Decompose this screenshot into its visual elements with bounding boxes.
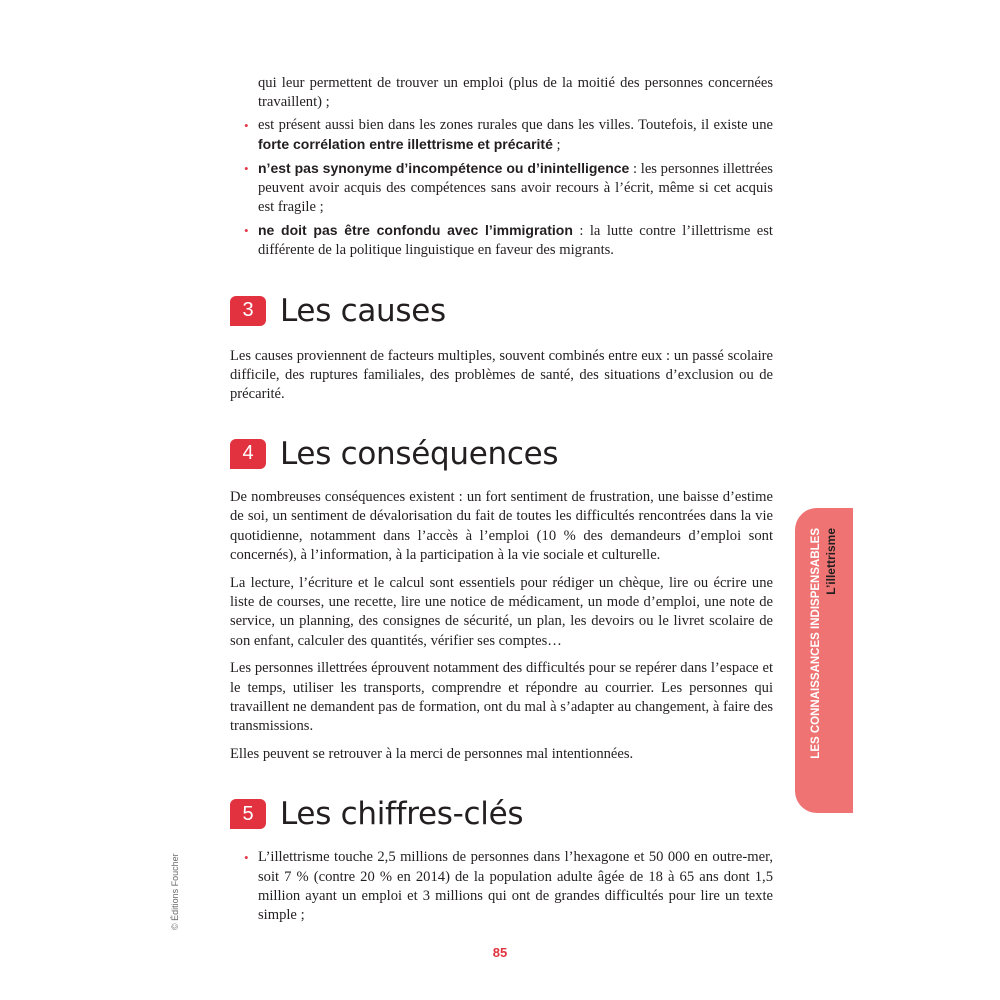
page-content [230,74,773,929]
bullet-text: L’illettrisme touche 2,5 millions de personnes dans l’hexagone et 50 000 en outre-mer, soit 7 % (contre 20 % en 2014) de la population adulte âgée de 18 à 65 ans dont 1,5 million ayant un emploi et 3 millions qui ont de grandes difficultés pour lire un texte simple ; [258,849,773,924]
list-item [230,221,773,261]
page-number: 85 [492,945,508,960]
side-tab-text [795,508,853,813]
intro-continuation: qui leur permettent de trouver un emploi (plus de la moitié des personnes concernées travaillent) ; [258,75,773,111]
bullet-text: : les personnes illettrées peuvent avoir acquis des compétences sans avoir recours à l’écrit, même si cet acquis est fragile ; [258,160,773,216]
side-tab-chapter-title: L’illettrisme [824,528,838,595]
chiffres-bullet-list [230,848,773,926]
bullet-icon: • [244,160,249,176]
section-title: Les conséquences [280,435,559,472]
paragraph: Les personnes illettrées éprouvent notamment des difficultés pour se repérer dans l’espace et le temps, utiliser les transports, comprendre et répondre au courrier. Les personnes qui travaillent ne demandent pas de formation, ont du mal à s’adapter au changement, à faire des transmissions. [230,660,773,735]
chapter-side-tab [795,508,853,813]
paragraph: Elles peuvent se retrouver à la merci de personnes mal intentionnées. [230,745,634,762]
copyright-notice [168,800,190,930]
list-item [230,159,773,218]
section-heading-consequences [230,432,773,476]
bullet-text: : la lutte contre l’illettrisme est différente de la politique linguistique en faveur des migrants. [258,222,773,259]
bullet-text: est présent aussi bien dans les zones rurales que dans les villes. Toutefois, il existe une [258,116,773,133]
bullet-bold-text: n’est pas synonyme d’incompétence ou d’inintelligence [258,159,630,176]
bullet-icon: • [244,850,249,866]
section-number-badge: 4 [230,439,266,469]
copyright-text: © Éditions Foucher [170,853,180,930]
list-item [230,116,773,156]
bullet-icon: • [244,222,249,238]
section-number-badge: 3 [230,296,266,326]
list-item [230,848,773,926]
section-title: Les chiffres-clés [280,796,524,833]
paragraph: De nombreuses conséquences existent : un fort sentiment de frustration, une baisse d’estime de soi, un sentiment de dévalorisation du fait de toutes les difficultés rencontrées dans la vie quotidienne, notamment dans l’accès à l’emploi (10 % des demandeurs d’emploi sont concernés), à l’information, à la participation à la vie sociale et culturelle. [230,488,773,564]
bullet-icon: • [244,117,249,133]
section-number-badge: 5 [230,799,266,829]
bullet-bold-text: ne doit pas être confondu avec l’immigration [258,221,573,238]
bullet-bold-text: forte corrélation entre illettrisme et précarité [258,136,553,153]
intro-bullet-list [230,116,773,261]
section-heading-causes [230,289,773,333]
paragraph: La lecture, l’écriture et le calcul sont essentiels pour rédiger un chèque, lire ou écrire une liste de courses, une recette, lire une notice de médicament, un mode d’emploi, une note de service, un planning, des consignes de sécurité, un plan, les devoirs ou le livret scolaire de son enfant, calculer des quantités, vérifier ses comptes… [230,574,773,649]
paragraph: Les causes proviennent de facteurs multiples, souvent combinés entre eux : un passé scolaire difficile, des ruptures familiales, des problèmes de santé, des situations d’exclusion ou de précarité. [230,347,773,403]
side-tab-part-title: LES CONNAISSANCES INDISPENSABLES [810,528,822,759]
section-heading-chiffres [230,792,773,836]
section-title: Les causes [280,292,446,329]
bullet-text: ; [552,137,561,154]
